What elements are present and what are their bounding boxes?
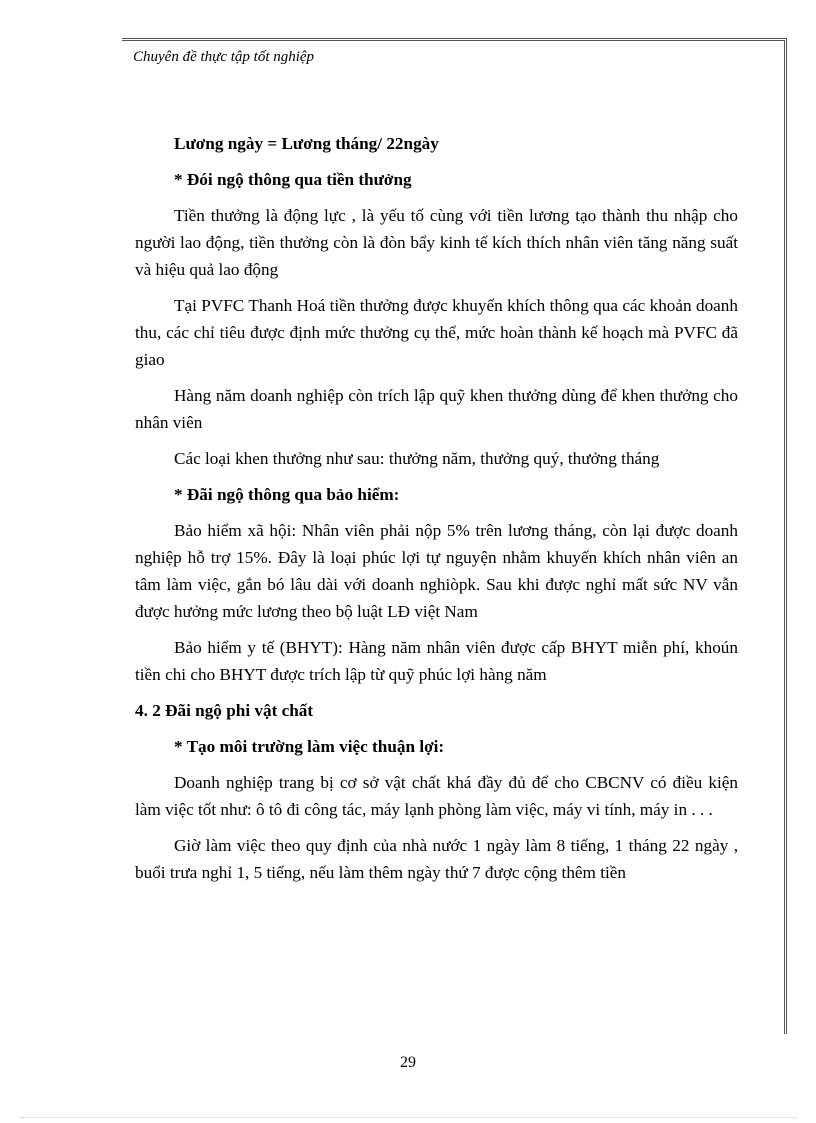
section-heading: 4. 2 Đãi ngộ phi vật chất: [135, 701, 314, 720]
paragraph-bonus-4: Các loại khen thưởng như sau: thưởng năm, thưởng quý, thưởng tháng: [174, 449, 660, 468]
paragraph-environment-2: Giờ làm việc theo quy định của nhà nước 1 ngày làm 8 tiếng, 1 tháng 22 ngày , buổi trưa nghỉ 1, 5 tiếng, nếu làm thêm ngày thứ 7 được cộng thêm tiền: [135, 836, 738, 882]
heading-work-environment: * Tạo môi trường làm việc thuận lợi:: [174, 737, 445, 756]
heading-insurance: * Đãi ngộ thông qua bảo hiểm:: [174, 485, 400, 504]
running-header: Chuyên đề thực tập tốt nghiệp: [133, 49, 315, 65]
heading-bonus: * Đói ngộ thông qua tiền thưởng: [174, 170, 412, 189]
paragraph-social-insurance: Bảo hiểm xã hội: Nhân viên phải nộp 5% trên lương tháng, còn lại được doanh nghiệp hỗ trợ 15%. Đây là loại phúc lợi tự nguyện nhằm khuyến khích nhân viên an tâm làm việc, gắn bó lâu dài với doanh nghiòpk. Sau khi được nghỉ mất sức NV vẫn được hưởng mức lương theo bộ luật LĐ việt Nam: [135, 521, 738, 621]
page-body: [135, 130, 738, 895]
footer-divider: [20, 1117, 796, 1118]
page-number: 29: [400, 1054, 416, 1071]
paragraph-bonus-1: Tiền thưởng là động lực , là yếu tố cùng với tiền lương tạo thành thu nhập cho người lao động, tiền thưởng còn là đòn bẩy kinh tế kích thích nhân viên tăng năng suất và hiệu quả lao động: [135, 206, 738, 279]
paragraph-health-insurance: Bảo hiểm y tế (BHYT): Hàng năm nhân viên được cấp BHYT miễn phí, khoún tiền chi cho BHYT được trích lập từ quỹ phúc lợi hàng năm: [135, 638, 738, 684]
paragraph-bonus-2: Tại PVFC Thanh Hoá tiền thưởng được khuyến khích thông qua các khoản doanh thu, các chỉ tiêu được định mức thưởng cụ thể, mức hoàn thành kế hoạch mà PVFC đã giao: [135, 296, 738, 369]
paragraph-bonus-3: Hàng năm doanh nghiệp còn trích lập quỹ khen thưởng dùng để khen thưởng cho nhân viên: [135, 386, 738, 432]
salary-formula: Lương ngày = Lương tháng/ 22ngày: [174, 134, 439, 153]
paragraph-environment-1: Doanh nghiệp trang bị cơ sở vật chất khá đầy đủ để cho CBCNV có điều kiện làm việc tốt như: ô tô đi công tác, máy lạnh phòng làm việc, máy vi tính, máy in . . .: [135, 773, 738, 819]
